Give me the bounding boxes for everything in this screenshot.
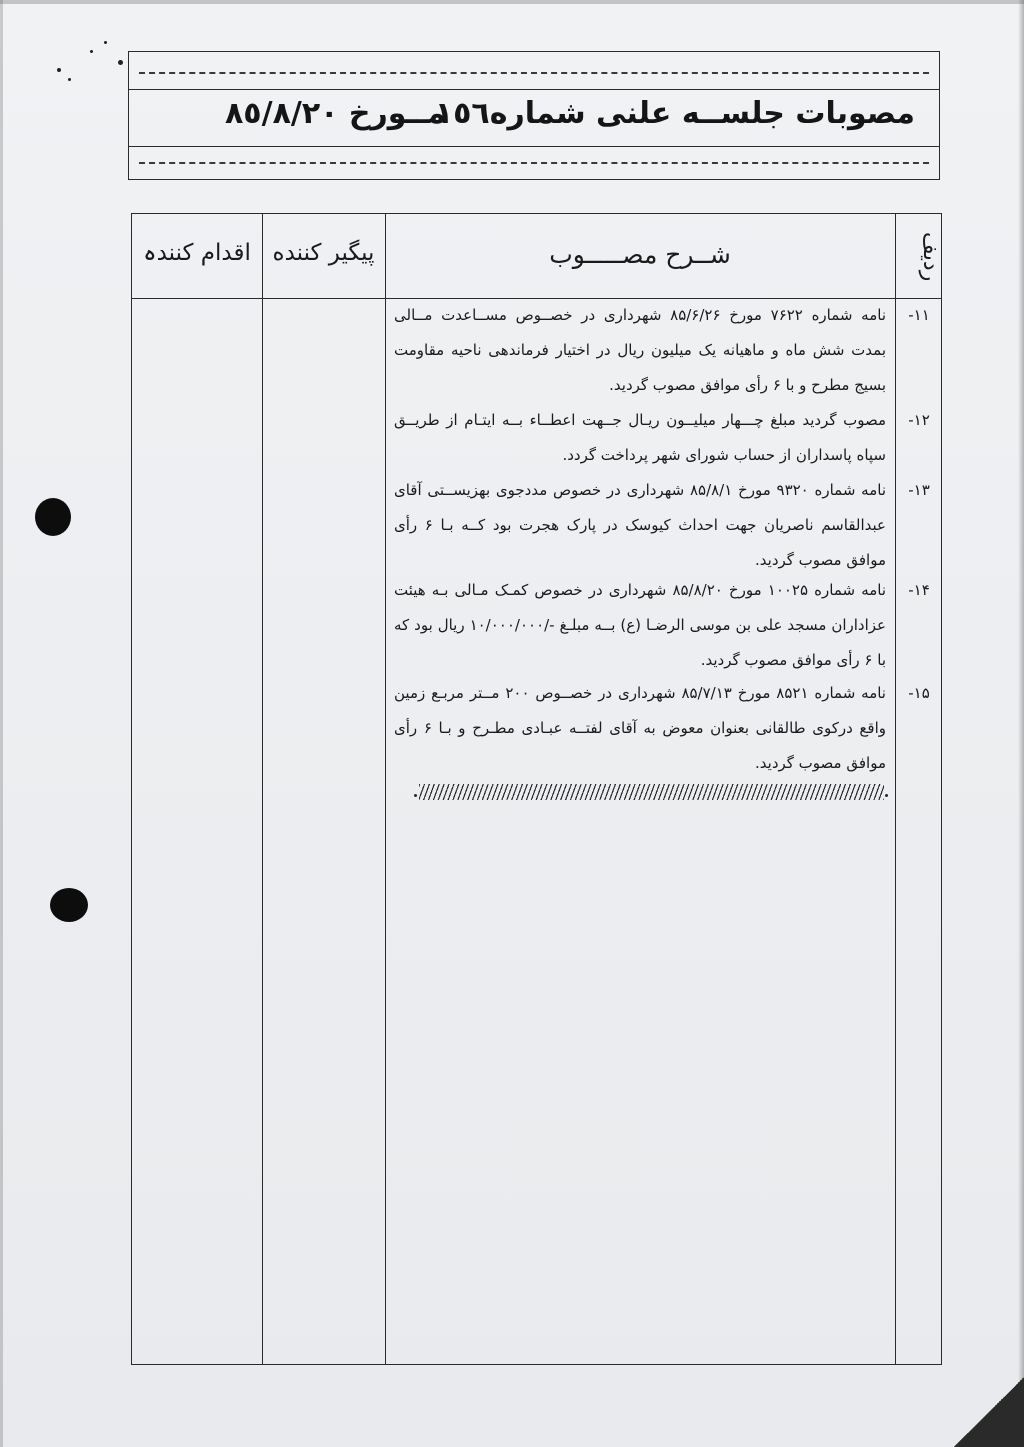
- entry-number: -۱۳: [908, 481, 930, 499]
- entry-number: -۱۴: [908, 581, 930, 599]
- page-left-edge: [0, 0, 3, 1447]
- punch-hole-top: [35, 498, 71, 536]
- ink-speck: [104, 41, 107, 44]
- resolutions-table: [131, 213, 942, 1365]
- entry-text: مصوب گردید مبلغ چـــهار میلیــون ریـال جــهت اعطــاء بــه ایتـام از طریــق سپاه پاسداران از حساب شورای شهر پرداخت گردد.: [394, 411, 886, 464]
- column-header-action: اقدام کنندہ: [143, 240, 251, 266]
- entry-number: -۱۵: [908, 684, 930, 702]
- header-box: [128, 51, 940, 180]
- column-header-row-number: ردیف: [918, 232, 943, 282]
- entry-text: نامه شماره ۸۵۲۱ مورخ ۸۵/۷/۱۳ شهرداری در خصــوص ۲۰۰ مــتر مربـع زمین واقع درکوی طالقانی بعنوان معوض به آقای لفتــه عبـادی مطـرح و بـا ۶ رأی موافق مصوب گردید.: [394, 684, 886, 772]
- entry-number: -۱۲: [908, 411, 930, 429]
- separator-dot: [414, 794, 417, 797]
- column-header-description: شــرح مصـــــوب: [549, 240, 731, 269]
- dashed-rule-top: [139, 72, 929, 74]
- page-title: مصوبات جلســه علنی شماره۱٥٦: [434, 96, 915, 131]
- page-top-edge: [0, 0, 1024, 4]
- entry-number: -۱۱: [908, 306, 930, 324]
- end-of-entries-separator: [419, 784, 884, 800]
- header-rule-bottom: [129, 146, 939, 147]
- entry-text: نامه شماره ۷۶۲۲ مورخ ۸۵/۶/۲۶ شهرداری در خصــوص مســاعدت مــالی بمدت شش ماه و ماهیانه یک میلیون ریال در اختیار فرماندهی ناحیه مقاومت بسیج مطرح و با ۶ رأی موافق مصوب گردید.: [394, 306, 887, 394]
- entry-text: نامه شماره ۹۳۲۰ مورخ ۸۵/۸/۱ شهرداری در خصوص مددجوی بهزیســتی آقای عبدالقاسم ناصریان جهت احداث کیوسک در پارک هجرت بود کــه بـا ۶ رأی موافق مصوب گردید.: [394, 481, 886, 569]
- column-divider: [385, 214, 386, 1364]
- entry-text: نامه شماره ۱۰۰۲۵ مورخ ۸۵/۸/۲۰ شهرداری در خصوص کمـک مـالی بـه هیئت عزاداران مسجد علی بن موسی الرضـا (ع) بــه مبلـغ -/۱۰/۰۰۰/۰۰۰ ریال بود که با ۶ رأی موافق مصوب گردید.: [394, 581, 887, 669]
- column-header-follow-up: پیگیر کننده: [272, 240, 375, 266]
- session-date: مــورخ ۸٥/۸/۲۰: [225, 96, 446, 131]
- column-divider: [895, 214, 896, 1364]
- dashed-rule-bottom: [139, 162, 929, 164]
- column-divider: [262, 214, 263, 1364]
- ink-speck: [118, 60, 123, 65]
- header-rule-top: [129, 89, 939, 90]
- punch-hole-bottom: [50, 888, 88, 922]
- ink-speck: [68, 78, 71, 81]
- ink-speck: [90, 50, 93, 53]
- ink-speck: [57, 68, 61, 72]
- separator-dot: [885, 794, 888, 797]
- page-corner-fold: [954, 1377, 1024, 1447]
- page-right-edge: [1018, 0, 1024, 1447]
